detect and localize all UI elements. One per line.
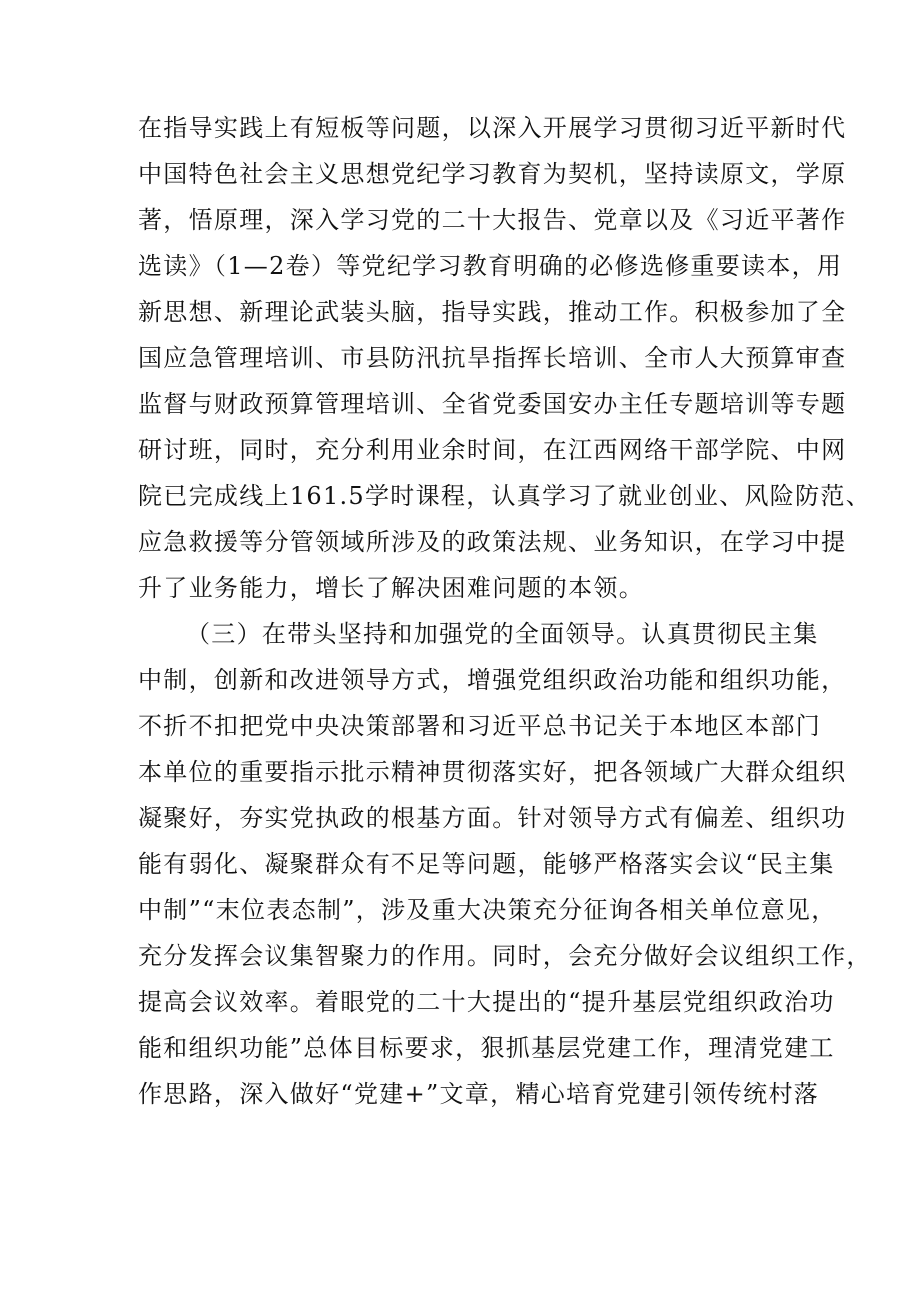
paragraph-line: 院已完成线上161.5学时课程，认真学习了就业创业、风险防范、 [138, 482, 872, 510]
section-heading-line: （三）在带头坚持和加强党的全面领导。认真贯彻民主集 [186, 620, 819, 648]
paragraph-line: 凝聚好，夯实党执政的根基方面。针对领导方式有偏差、组织功 [138, 804, 847, 832]
paragraph-line: 能和组织功能”总体目标要求，狠抓基层党建工作，理清党建工 [138, 1034, 835, 1062]
paragraph-line: 著，悟原理，深入学习党的二十大报告、党章以及《习近平著作 [138, 206, 847, 234]
paragraph-line: 研讨班，同时，充分利用业余时间，在江西网络干部学院、中网 [138, 436, 847, 464]
paragraph-line: 中制，创新和改进领导方式，增强党组织政治功能和组织功能， [138, 666, 847, 694]
paragraph-line: 中制”“末位表态制”，涉及重大决策充分征询各相关单位意见， [138, 896, 837, 924]
paragraph-line: 新思想、新理论武装头脑，指导实践，推动工作。积极参加了全 [138, 298, 847, 326]
paragraph-line: 能有弱化、凝聚群众有不足等问题，能够严格落实会议“民主集 [138, 850, 835, 878]
paragraph-line: 中国特色社会主义思想党纪学习教育为契机，坚持读原文，学原 [138, 160, 847, 188]
paragraph-line: 充分发挥会议集智聚力的作用。同时，会充分做好会议组织工作， [138, 942, 872, 970]
paragraph-line: 作思路，深入做好“党建+”文章，精心培育党建引领传统村落 [138, 1080, 820, 1108]
paragraph-line: 选读》（1—2卷）等党纪学习教育明确的必修选修重要读本，用 [138, 252, 843, 280]
paragraph-line: 不折不扣把党中央决策部署和习近平总书记关于本地区本部门 [138, 712, 822, 740]
paragraph-line: 提高会议效率。着眼党的二十大提出的“提升基层党组织政治功 [138, 988, 835, 1016]
paragraph-line: 升了业务能力，增长了解决困难问题的本领。 [138, 574, 644, 602]
paragraph-line: 应急救援等分管领域所涉及的政策法规、业务知识，在学习中提 [138, 528, 847, 556]
paragraph-line: 国应急管理培训、市县防汛抗旱指挥长培训、全市人大预算审查 [138, 344, 847, 372]
paragraph-line: 在指导实践上有短板等问题，以深入开展学习贯彻习近平新时代 [138, 114, 847, 142]
paragraph-line: 监督与财政预算管理培训、全省党委国安办主任专题培训等专题 [138, 390, 847, 418]
paragraph-line: 本单位的重要指示批示精神贯彻落实好，把各领域广大群众组织 [138, 758, 847, 786]
